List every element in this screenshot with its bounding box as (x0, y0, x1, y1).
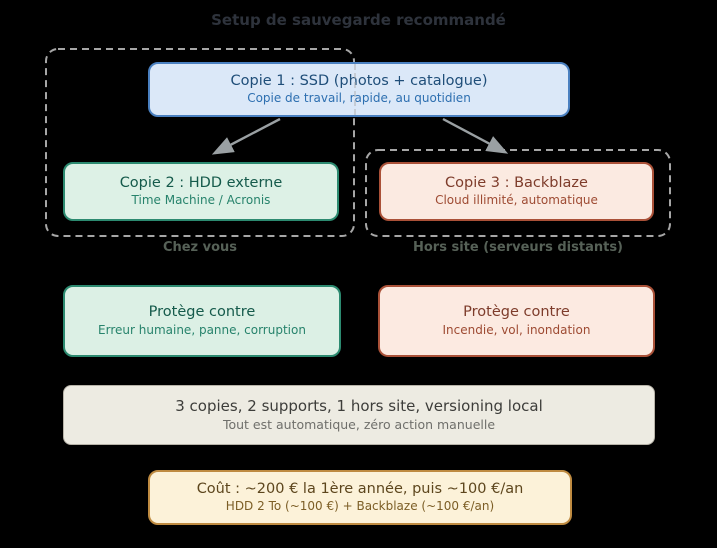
protect-local-box (63, 285, 341, 357)
copy3-subtitle: Cloud illimité, automatique (435, 193, 598, 208)
copy1-box (148, 62, 570, 117)
protect-offsite-box (378, 285, 655, 357)
cost-box (148, 470, 572, 525)
copy1-title: Copie 1 : SSD (photos + catalogue) (230, 72, 488, 89)
summary-box (63, 385, 655, 445)
cost-subtitle: HDD 2 To (~100 €) + Backblaze (~100 €/an) (225, 499, 495, 514)
copy3-box (379, 162, 654, 221)
copy1-subtitle: Copie de travail, rapide, au quotidien (247, 91, 471, 106)
summary-title: 3 copies, 2 supports, 1 hors site, versioning local (175, 396, 543, 415)
arrow-copy1-to-copy2-icon (215, 119, 280, 153)
copy2-title: Copie 2 : HDD externe (119, 174, 283, 191)
copy3-title: Copie 3 : Backblaze (445, 174, 588, 191)
group-label-hors-site: Hors site (serveurs distants) (413, 240, 623, 255)
copy2-box (63, 162, 339, 221)
cost-title: Coût : ~200 € la 1ère année, puis ~100 €/an (196, 480, 524, 497)
protect-offsite-title: Protège contre (463, 304, 570, 321)
group-label-chez-vous: Chez vous (162, 240, 238, 255)
arrow-copy1-to-copy3-icon (443, 119, 505, 152)
summary-subtitle: Tout est automatique, zéro action manuelle (222, 416, 496, 432)
protect-local-title: Protège contre (148, 304, 256, 321)
protect-local-subtitle: Erreur humaine, panne, corruption (98, 322, 306, 337)
protect-offsite-subtitle: Incendie, vol, inondation (442, 322, 591, 337)
copy2-subtitle: Time Machine / Acronis (131, 193, 271, 208)
page-title: Setup de sauvegarde recommandé (211, 11, 506, 29)
